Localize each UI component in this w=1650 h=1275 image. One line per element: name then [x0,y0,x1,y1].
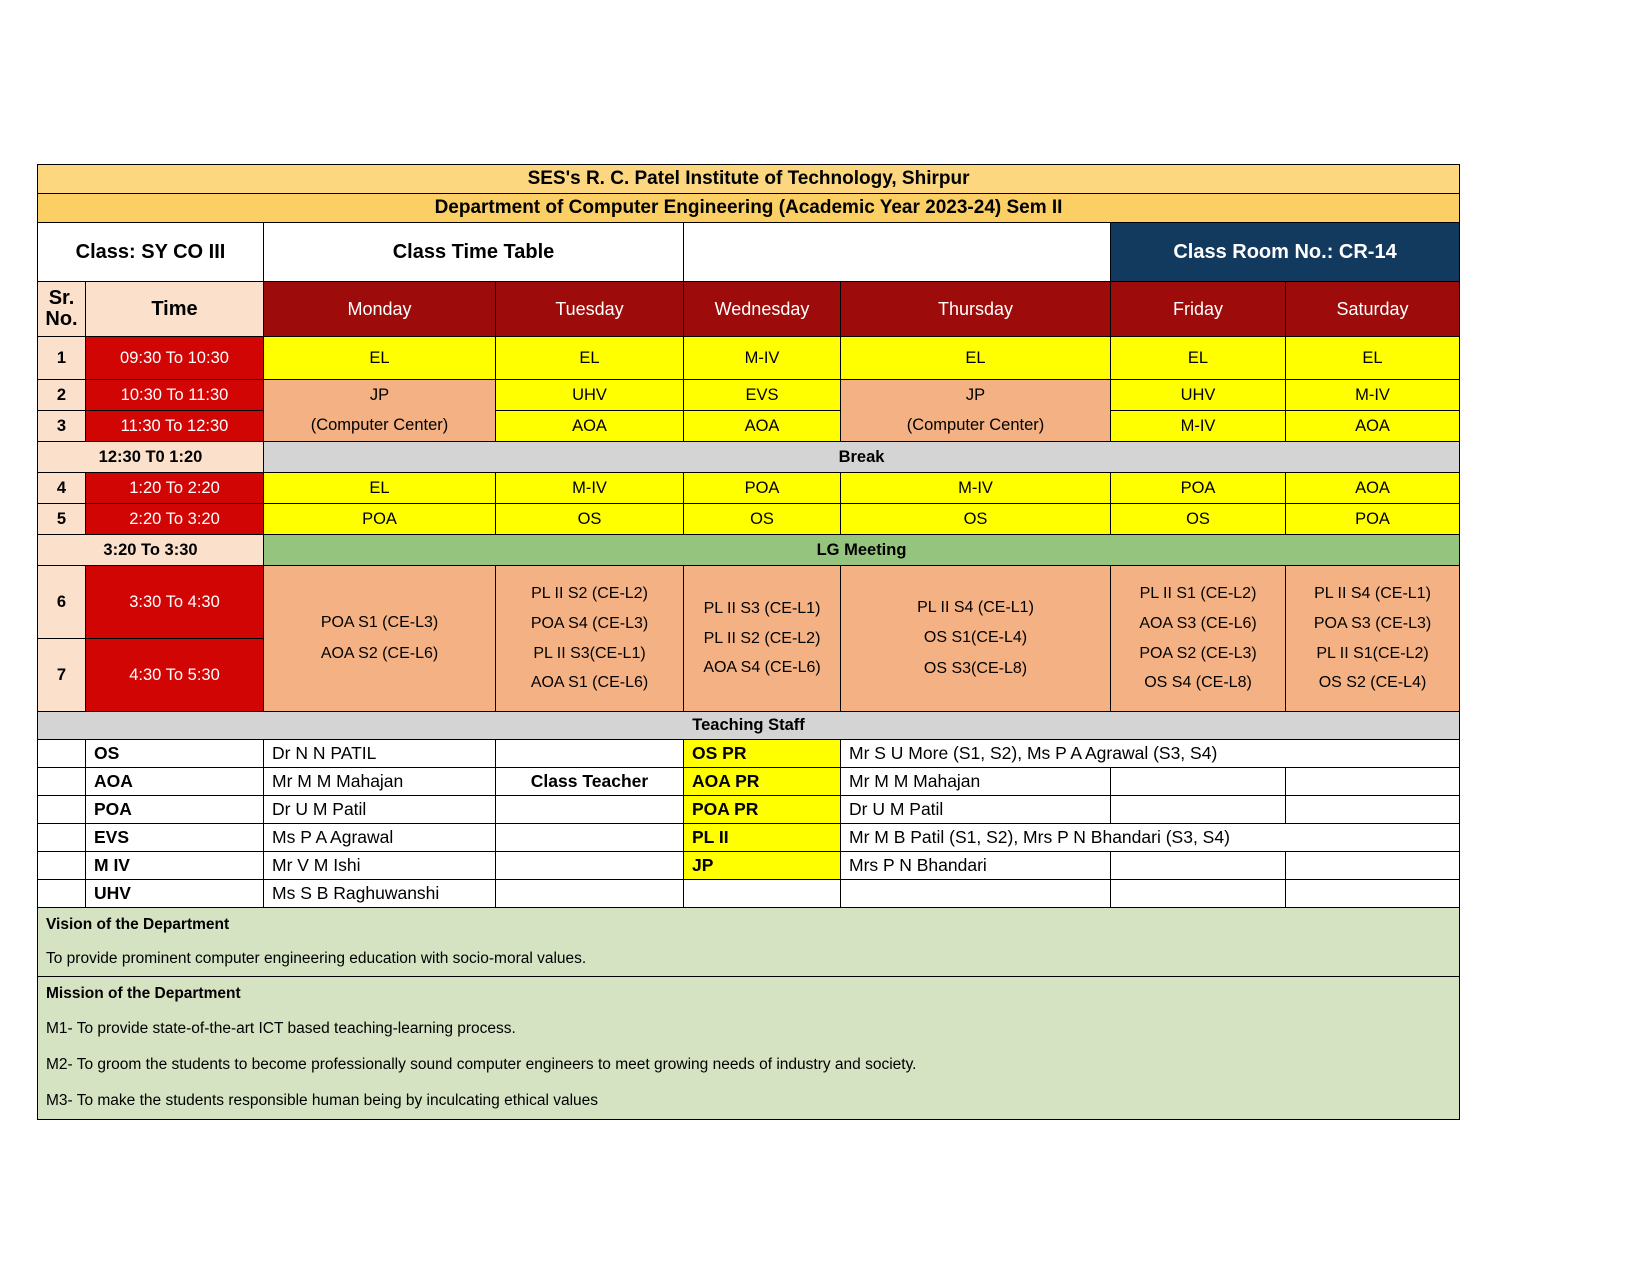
break-row [38,442,1460,473]
practical-item: PL II S2 (CE-L2) [703,629,821,647]
staff-code: OS [86,740,264,768]
time-4: 1:20 To 2:20 [86,473,264,504]
vision-title: Vision of the Department [38,908,1460,943]
staff-row [38,796,1460,824]
class-label: Class: SY CO III [38,223,264,282]
practical-cell-monday [264,566,496,712]
cell-fri-3: M-IV [1111,411,1286,442]
practical-item: OS S4 (CE-L8) [1144,674,1252,692]
period-row-1 [38,337,1460,380]
staff-row [38,768,1460,796]
practical-item: PL II S1 (CE-L2) [1139,585,1257,603]
staff-pr-code: JP [684,852,841,880]
practical-item: POA S2 (CE-L3) [1139,644,1257,662]
staff-row [38,880,1460,908]
staff-spacer [38,880,86,908]
sr-no-7: 7 [38,639,86,712]
cell-wed-5: OS [684,504,841,535]
practical-item: PL II S2 (CE-L2) [531,585,648,603]
teaching-staff-title-row [38,712,1460,740]
staff-spacer [38,824,86,852]
institute-title-row [38,165,1460,194]
teaching-staff-title: Teaching Staff [38,712,1460,740]
practical-cell-tuesday [496,566,684,712]
sr-no-3: 3 [38,411,86,442]
practical-item: AOA S4 (CE-L6) [703,659,821,677]
staff-code: M IV [86,852,264,880]
department-title-row [38,194,1460,223]
cell-thu-5: OS [841,504,1111,535]
mission-m3-row [38,1083,1460,1120]
cell-mon-5: POA [264,504,496,535]
timetable-sheet [37,164,1447,1120]
staff-pr-code: POA PR [684,796,841,824]
cell-thu-2: JP [841,380,1111,411]
cell-tue-4: M-IV [496,473,684,504]
col-header-saturday: Saturday [1286,282,1460,337]
time-7: 4:30 To 5:30 [86,639,264,712]
mission-m1-row [38,1011,1460,1047]
cell-wed-3: AOA [684,411,841,442]
staff-row [38,824,1460,852]
practical-item: PL II S1(CE-L2) [1316,644,1429,662]
lg-meeting-time: 3:20 To 3:30 [38,535,264,566]
staff-row [38,852,1460,880]
cell-thu-3: (Computer Center) [841,411,1111,442]
practical-row-6 [38,566,1460,639]
break-time: 12:30 T0 1:20 [38,442,264,473]
institute-title: SES's R. C. Patel Institute of Technology, Shirpur [38,165,1460,194]
cell-wed-2: EVS [684,380,841,411]
department-title: Department of Computer Engineering (Academic Year 2023-24) Sem II [38,194,1460,223]
staff-mid [496,852,684,880]
staff-pr-name [841,880,1111,908]
cell-thu-4: M-IV [841,473,1111,504]
cell-wed-4: POA [684,473,841,504]
sr-no-5: 5 [38,504,86,535]
vision-title-row [38,908,1460,943]
vision-text-row [38,942,1460,977]
staff-pr-name: Mr M M Mahajan [841,768,1111,796]
cell-mon-2: JP [264,380,496,411]
practical-item: PL II S4 (CE-L1) [917,598,1034,616]
staff-mid [496,740,684,768]
practical-item: PL II S3(CE-L1) [533,644,646,662]
col-header-thursday: Thursday [841,282,1111,337]
cell-fri-2: UHV [1111,380,1286,411]
blank-cell [684,223,1111,282]
day-header-row [38,282,1460,337]
period-row-4 [38,473,1460,504]
cell-mon-3: (Computer Center) [264,411,496,442]
staff-blank [1111,796,1286,824]
cell-sat-1: EL [1286,337,1460,380]
cell-fri-5: OS [1111,504,1286,535]
staff-code: EVS [86,824,264,852]
sr-no-line1: Sr. [48,287,75,309]
cell-mon-1: EL [264,337,496,380]
staff-name: Mr M M Mahajan [264,768,496,796]
cell-sat-4: AOA [1286,473,1460,504]
cell-tue-2: UHV [496,380,684,411]
cell-tue-3: AOA [496,411,684,442]
vision-text: To provide prominent computer engineering education with socio-moral values. [38,942,1460,977]
break-label: Break [264,442,1460,473]
staff-blank [1111,852,1286,880]
staff-code: AOA [86,768,264,796]
period-row-5 [38,504,1460,535]
time-2: 10:30 To 11:30 [86,380,264,411]
staff-name: Mr V M Ishi [264,852,496,880]
practical-item: PL II S3 (CE-L1) [703,600,821,618]
practical-cell-thursday [841,566,1111,712]
staff-mid [496,880,684,908]
staff-spacer [38,740,86,768]
staff-pr-name: Mr S U More (S1, S2), Ms P A Agrawal (S3, S4) [841,740,1460,768]
staff-spacer [38,768,86,796]
staff-pr-code: OS PR [684,740,841,768]
cell-fri-4: POA [1111,473,1286,504]
staff-name: Dr N N PATIL [264,740,496,768]
mission-m1: M1- To provide state-of-the-art ICT based teaching-learning process. [38,1011,1460,1047]
practical-item: AOA S3 (CE-L6) [1139,614,1257,632]
col-header-wednesday: Wednesday [684,282,841,337]
staff-mid [496,824,684,852]
practical-item: POA S1 (CE-L3) [320,614,439,632]
cell-tue-1: EL [496,337,684,380]
cell-wed-1: M-IV [684,337,841,380]
staff-blank [1286,852,1460,880]
staff-name: Dr U M Patil [264,796,496,824]
practical-cell-friday [1111,566,1286,712]
staff-blank [1111,880,1286,908]
col-header-time: Time [86,282,264,337]
mission-m2: M2- To groom the students to become professionally sound computer engineers to meet growing needs of industry and society. [38,1047,1460,1083]
staff-blank [1286,880,1460,908]
practical-item: OS S3(CE-L8) [923,659,1028,677]
cell-sat-2: M-IV [1286,380,1460,411]
practical-cell-saturday [1286,566,1460,712]
time-6: 3:30 To 4:30 [86,566,264,639]
sr-no-line2: No. [45,308,78,330]
practical-item: AOA S1 (CE-L6) [530,674,649,692]
cell-sat-3: AOA [1286,411,1460,442]
staff-pr-code: PL II [684,824,841,852]
mission-title: Mission of the Department [38,977,1460,1012]
cell-thu-1: EL [841,337,1111,380]
period-row-2 [38,380,1460,411]
mission-title-row [38,977,1460,1012]
staff-name: Ms P A Agrawal [264,824,496,852]
practical-item: PL II S4 (CE-L1) [1314,585,1431,603]
staff-spacer [38,852,86,880]
staff-pr-code: AOA PR [684,768,841,796]
staff-mid: Class Teacher [496,768,684,796]
staff-name: Ms S B Raghuwanshi [264,880,496,908]
lg-meeting-label: LG Meeting [264,535,1460,566]
cell-tue-5: OS [496,504,684,535]
timetable-table [37,164,1460,1120]
classroom-label: Class Room No.: CR-14 [1111,223,1460,282]
staff-pr-name: Mrs P N Bhandari [841,852,1111,880]
col-header-monday: Monday [264,282,496,337]
cell-fri-1: EL [1111,337,1286,380]
sr-no-1: 1 [38,337,86,380]
sr-no-2: 2 [38,380,86,411]
col-header-tuesday: Tuesday [496,282,684,337]
sr-no-4: 4 [38,473,86,504]
staff-pr-name: Dr U M Patil [841,796,1111,824]
staff-mid [496,796,684,824]
time-5: 2:20 To 3:20 [86,504,264,535]
practical-cell-wednesday [684,566,841,712]
lg-meeting-row [38,535,1460,566]
cell-sat-5: POA [1286,504,1460,535]
col-header-friday: Friday [1111,282,1286,337]
staff-row [38,740,1460,768]
staff-code: POA [86,796,264,824]
practical-item: POA S4 (CE-L3) [530,614,649,632]
col-header-sr-no [38,282,86,337]
sr-no-6: 6 [38,566,86,639]
class-info-row [38,223,1460,282]
staff-blank [1286,796,1460,824]
mission-m2-row [38,1047,1460,1083]
staff-spacer [38,796,86,824]
time-1: 09:30 To 10:30 [86,337,264,380]
mission-m3: M3- To make the students responsible human being by inculcating ethical values [38,1083,1460,1120]
staff-code: UHV [86,880,264,908]
cell-mon-4: EL [264,473,496,504]
practical-item: AOA S2 (CE-L6) [320,644,439,662]
practical-item: POA S3 (CE-L3) [1313,614,1432,632]
timetable-label: Class Time Table [264,223,684,282]
staff-blank [1111,768,1286,796]
staff-blank [1286,768,1460,796]
staff-pr-code [684,880,841,908]
time-3: 11:30 To 12:30 [86,411,264,442]
practical-item: OS S2 (CE-L4) [1318,674,1427,692]
practical-item: OS S1(CE-L4) [923,629,1028,647]
staff-pr-name: Mr M B Patil (S1, S2), Mrs P N Bhandari (S3, S4) [841,824,1460,852]
period-row-3 [38,411,1460,442]
